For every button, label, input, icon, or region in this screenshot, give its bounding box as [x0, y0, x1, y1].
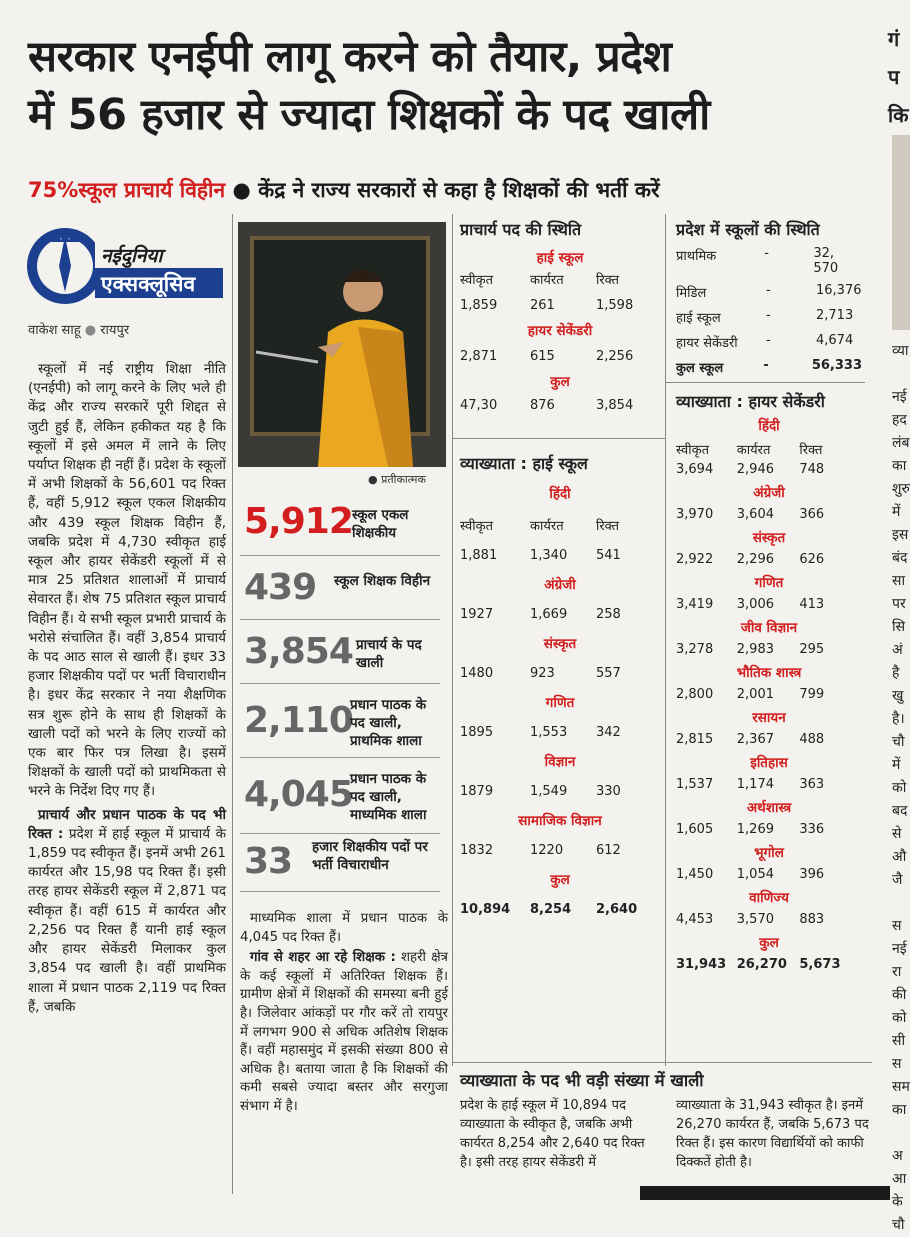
- cell: 876: [530, 398, 555, 413]
- table-row: [460, 349, 660, 364]
- stat-number: 3,854: [244, 631, 353, 672]
- adjacent-fragment: के: [892, 1194, 903, 1210]
- table-row: [676, 358, 862, 376]
- cell: 31,943: [676, 957, 727, 972]
- subject-title: भौतिक शास्त्र: [736, 665, 802, 681]
- stat-label: हजार शिक्षकीय पदों पर भर्ती विचाराधीन: [312, 839, 428, 873]
- adjacent-fragment: की: [892, 987, 907, 1003]
- adjacent-fragment: सा: [892, 573, 906, 589]
- cell: 2,640: [596, 902, 638, 917]
- adjacent-fragment: आ: [892, 1171, 907, 1187]
- lecturer-higher-secondary-table: [676, 390, 862, 972]
- dash: -: [766, 333, 771, 348]
- adjacent-article-headline: [888, 20, 910, 134]
- adjacent-fragment: अं: [892, 642, 903, 658]
- school-type: प्राथमिक: [676, 249, 717, 264]
- subject-title: कुल: [550, 872, 570, 888]
- table-row: [676, 333, 862, 351]
- cell: 2,922: [676, 552, 714, 567]
- stat-number: 33: [244, 841, 293, 882]
- adjacent-fragment: स: [892, 1056, 902, 1072]
- cell: 5,673: [799, 957, 841, 972]
- adjacent-fragment: है: [892, 665, 900, 681]
- adjacent-fragment: में: [892, 504, 901, 520]
- cell: 1220: [530, 843, 564, 858]
- adjacent-fragment: सम: [892, 1079, 910, 1095]
- table-row: [460, 398, 660, 413]
- cell: 557: [596, 666, 621, 681]
- cell: 615: [530, 349, 555, 364]
- bottom-text-right: व्याख्याता के 31,943 स्वीकृत है। इनमें 26,270 कार्यरत हैं, जबकि 5,673 पद रिक्त हैं। इस कारण विद्यार्थियों को काफी दिक्कतें होती है।: [676, 1098, 869, 1170]
- section-divider: [452, 1062, 872, 1063]
- article-paragraph: [240, 949, 448, 1116]
- cell: 3,970: [676, 507, 714, 522]
- adjacent-fragment: बंद: [892, 550, 908, 566]
- cell: 1,881: [460, 548, 498, 563]
- article-paragraph: स्कूलों में नई राष्ट्रीय शिक्षा नीति (एनईपी) को लागू करने के लिए भले ही केंद्र और राज्य सरकारें पूरी शिद्दत से जुटी हुई हैं, लेकिन हकीकत यह है कि स्कूलों में इसे अमल में लाने के लिए पर्याप्त शिक्षक ही नहीं हैं। प्रदेश के स्कूलों में अभी शिक्षकों के 56,601 पद रिक्त हैं, वहीं 5,912 स्कूल एकल शिक्षकीय और 439 स्कूल शिक्षक विहीन हैं, जबकि प्रदेश में 4,730 स्वीकृत हाई स्कूल और हायर सेकेंडरी स्कूलों में से मात्र 25 प्रतिशत शालाओं में प्राचार्य सेवारत हैं। शेष 75 प्रतिशत स्कूल प्राचार्य विहीन हैं। ये सभी स्कूल प्रभारी प्राचार्य के भरोसे संचालित हैं। वहीं 3,854 प्राचार्य के पद आठ साल से खाली हैं। इधर 33 हजार शिक्षकीय पदों पर भर्ती विचाराधीन है। इधर केंद्र सरकार ने नया शैक्षणिक सत्र शुरू होने के साथ ही शिक्षकों के खाली पदों को भरने के लिए राज्यों को एक बार फिर पत्र लिखा है। इसमें शिक्षकों के खाली पदों को प्राथमिकता से भरने के निर्देश दिए गए हैं।: [28, 361, 226, 800]
- cell: 1,340: [530, 548, 568, 563]
- col-header: कार्यरत: [736, 443, 771, 458]
- cell: 4,453: [676, 912, 714, 927]
- adjacent-fragment: खु: [892, 688, 904, 704]
- section-divider: [452, 438, 665, 439]
- cell: 295: [799, 642, 825, 657]
- adjacent-fragment: गं: [888, 27, 900, 51]
- schools-table-title: प्रदेश में स्कूलों की स्थिति: [676, 220, 820, 239]
- bottom-text-left: प्रदेश के हाई स्कूल में 10,894 पद व्याख्याता के स्वीकृत है, जबकि अभी कार्यरत 8,254 और 2,640 पद रिक्त है। इसी तरह हायर सेकेंडरी में: [460, 1098, 645, 1170]
- stat-number: 4,045: [244, 774, 353, 815]
- adjacent-fragment: स: [892, 918, 902, 934]
- subject-title: इतिहास: [750, 755, 788, 771]
- cell: 3,278: [676, 642, 714, 657]
- stat-box: [240, 760, 440, 834]
- cell: 1927: [460, 607, 494, 622]
- adjacent-fragment: नई: [892, 941, 907, 957]
- table-row: [460, 725, 660, 740]
- col-sanctioned: स्वीकृत: [460, 273, 494, 288]
- cell: 8,254: [530, 902, 572, 917]
- cell: 1,450: [676, 867, 714, 882]
- subject-title: कुल: [759, 935, 779, 951]
- table-header-row: [460, 516, 660, 534]
- dash: -: [766, 283, 771, 298]
- cell: 1,598: [596, 298, 634, 313]
- stat-label: स्कूल एकल शिक्षकीय: [352, 507, 409, 541]
- cell: 1,553: [530, 725, 568, 740]
- subject-title: वाणिज्य: [749, 890, 789, 906]
- adjacent-fragment: नई: [892, 389, 907, 405]
- cell: 2,800: [676, 687, 714, 702]
- cell: 396: [799, 867, 825, 882]
- cell: 3,570: [736, 912, 774, 927]
- adjacent-fragment: सि: [892, 619, 906, 635]
- principal-table: [460, 218, 660, 413]
- cell: 1480: [460, 666, 494, 681]
- table-row: [460, 666, 660, 681]
- adjacent-fragment: [892, 892, 910, 915]
- adjacent-fragment: का: [892, 458, 907, 474]
- group-title: हाई स्कूल: [536, 250, 584, 266]
- table-row: [460, 298, 660, 313]
- headline-line-1: सरकार एनईपी लागू करने को तैयार, प्रदेश: [28, 32, 672, 82]
- byline-bullet: ●: [84, 323, 97, 338]
- stat-box: [240, 624, 440, 684]
- cell: 413: [799, 597, 825, 612]
- cell: 2,001: [736, 687, 774, 702]
- table-row: [460, 784, 660, 799]
- subject-title: विज्ञान: [544, 754, 576, 770]
- lecturer-high-school-table: [460, 452, 660, 917]
- subhead-rest: केंद्र ने राज्य सरकारों से कहा है शिक्षकों की भर्ती करें: [250, 178, 660, 202]
- column-divider: [232, 214, 233, 1194]
- adjacent-fragment: [892, 363, 910, 386]
- cell: 258: [596, 607, 621, 622]
- table-row: [676, 822, 862, 837]
- byline: [28, 320, 129, 338]
- adjacent-fragment: पर: [892, 596, 906, 612]
- subject-title: अंग्रेजी: [753, 485, 785, 501]
- cell: 47,30: [460, 398, 498, 413]
- adjacent-fragment: प: [888, 65, 900, 89]
- table-row: [676, 732, 862, 747]
- subject-title: हिंदी: [549, 486, 571, 502]
- table-row: [676, 462, 862, 477]
- adjacent-article-text: [892, 340, 910, 1237]
- adjacent-fragment: रा: [892, 964, 902, 980]
- cell: 1832: [460, 843, 494, 858]
- byline-place: रायपुर: [100, 323, 130, 338]
- adjacent-fragment: हद: [892, 412, 907, 428]
- table-header-row: [676, 440, 862, 458]
- school-type: हाई स्कूल: [676, 311, 721, 326]
- exclusive-logo: [25, 222, 225, 310]
- lecturer-higher-title: व्याख्याता : हायर सेकेंडरी: [676, 392, 825, 411]
- headline: [28, 28, 888, 144]
- cell: 2,815: [676, 732, 714, 747]
- dash: -: [763, 358, 769, 373]
- cell: 10,894: [460, 902, 511, 917]
- subject-title: अर्थशास्त्र: [746, 800, 792, 816]
- cell: 2,871: [460, 349, 498, 364]
- col-header: स्वीकृत: [676, 443, 710, 458]
- cell: 330: [596, 784, 621, 799]
- cell: 336: [799, 822, 825, 837]
- column-divider: [452, 214, 453, 1066]
- adjacent-fragment: चौ: [892, 1217, 905, 1233]
- paragraph-lead: गांव से शहर आ रहे शिक्षक :: [250, 950, 396, 966]
- adjacent-photo: [892, 135, 910, 330]
- subject-title: भूगोल: [754, 845, 784, 861]
- school-type: हायर सेकेंडरी: [676, 336, 738, 351]
- cell: 1,549: [530, 784, 568, 799]
- adjacent-fragment: को: [892, 780, 907, 796]
- subhead: [28, 176, 888, 204]
- subject-title: गणित: [754, 575, 784, 591]
- adjacent-fragment: लंब: [892, 435, 910, 451]
- table-row: [676, 597, 862, 612]
- cell: 883: [799, 912, 825, 927]
- cell: 363: [799, 777, 825, 792]
- table-row: [460, 607, 660, 622]
- adjacent-fragment: से: [892, 826, 902, 842]
- adjacent-fragment: का: [892, 1102, 907, 1118]
- stat-box: [240, 492, 440, 556]
- subject-title: जीव विज्ञान: [740, 620, 798, 636]
- col-header: कार्यरत: [530, 519, 564, 534]
- table-row: [460, 843, 660, 858]
- subject-title: रसायन: [752, 710, 786, 726]
- subject-title: सामाजिक विज्ञान: [518, 813, 602, 829]
- cell: 748: [799, 462, 825, 477]
- table-row: [676, 308, 862, 326]
- schools-table: [676, 218, 862, 376]
- cell: 626: [799, 552, 825, 567]
- adjacent-fragment: को: [892, 1010, 907, 1026]
- table-row: [676, 687, 862, 702]
- cell: 2,367: [736, 732, 774, 747]
- stat-label: प्रधान पाठक के पद खाली, प्राथमिक शाला: [350, 697, 427, 749]
- cell: 366: [799, 507, 825, 522]
- subject-title: हिंदी: [758, 418, 780, 434]
- subject-title: अंग्रेजी: [544, 577, 576, 593]
- logo-brand: नईदुनिया: [101, 245, 163, 267]
- col-working: कार्यरत: [530, 273, 564, 288]
- cell: 612: [596, 843, 621, 858]
- cell: 3,604: [736, 507, 774, 522]
- school-count: 4,674: [816, 333, 854, 348]
- byline-author: वाकेश साहू: [28, 323, 81, 338]
- cell: 1,537: [676, 777, 714, 792]
- next-article-bar: [640, 1186, 890, 1200]
- school-count: 2,713: [816, 308, 854, 323]
- table-row: [676, 912, 862, 927]
- adjacent-fragment: इस: [892, 527, 909, 543]
- cell: 3,006: [736, 597, 774, 612]
- lecturer-high-title: व्याख्याता : हाई स्कूल: [460, 454, 588, 473]
- teacher-illustration: [238, 222, 446, 467]
- subject-title: संस्कृत: [543, 636, 577, 652]
- cell: 1,859: [460, 298, 498, 313]
- dash: -: [764, 246, 769, 261]
- adjacent-fragment: बद: [892, 803, 908, 819]
- col-vacant: रिक्त: [596, 273, 620, 288]
- table-row: [676, 552, 862, 567]
- table-row: [676, 867, 862, 882]
- adjacent-fragment: है।: [892, 711, 905, 727]
- subject-title: गणित: [545, 695, 575, 711]
- stat-number: 439: [244, 567, 317, 608]
- cell: 1895: [460, 725, 494, 740]
- cell: 261: [530, 298, 555, 313]
- table-row: [460, 902, 660, 917]
- cell: 541: [596, 548, 621, 563]
- subhead-highlight: 75%स्कूल प्राचार्य विहीन: [28, 178, 226, 202]
- headline-line-2: में 56 हजार से ज्यादा शिक्षकों के पद खाली: [28, 90, 710, 140]
- table-header-row: [460, 270, 660, 288]
- paragraph-text: शहरी क्षेत्र के कई स्कूलों में अतिरिक्त शिक्षक हैं। ग्रामीण क्षेत्रों में शिक्षकों की समस्या बनी हुई है। जिलेवार आंकड़ों पर गौर करें तो रायपुर में लगभग 900 से अधिक अतिशेष शिक्षक हैं। वहीं महासमुंद में इसकी संख्या 800 से अधिक है। बताया जाता है कि शिक्षकों की कमी सबसे ज्यादा बस्तर और सरगुजा संभाग में है।: [240, 950, 449, 1114]
- cell: 2,296: [736, 552, 774, 567]
- cell: 3,854: [596, 398, 634, 413]
- section-divider: [665, 382, 865, 383]
- adjacent-fragment: जै: [892, 872, 903, 888]
- group-title: कुल: [550, 374, 570, 390]
- stat-label: प्राचार्य के पद खाली: [356, 637, 422, 671]
- adjacent-fragment: शुरु: [892, 481, 910, 497]
- cell: 342: [596, 725, 621, 740]
- school-count: 56,333: [811, 358, 862, 373]
- adjacent-fragment: व्या: [892, 343, 909, 359]
- principal-table-title: प्राचार्य पद की स्थिति: [460, 220, 582, 239]
- bottom-section-title: व्याख्याता के पद भी वड़ी संख्या में खाली: [460, 1071, 704, 1090]
- subject-title: संस्कृत: [752, 530, 786, 546]
- adjacent-fragment: में: [892, 757, 901, 773]
- table-row: [676, 246, 862, 276]
- cell: 1,669: [530, 607, 568, 622]
- adjacent-fragment: कि: [888, 103, 909, 127]
- subhead-bullet: ●: [232, 178, 251, 202]
- table-row: [676, 283, 862, 301]
- cell: 923: [530, 666, 555, 681]
- cell: 2,983: [736, 642, 774, 657]
- column-divider: [665, 214, 666, 1066]
- paragraph-lead: प्राचार्य और प्रधान पाठक के पद भी रिक्त :: [28, 806, 226, 842]
- article-paragraph: [28, 806, 226, 1017]
- cell: 26,270: [736, 957, 787, 972]
- stat-label: प्रधान पाठक के पद खाली, माध्यमिक शाला: [350, 771, 427, 823]
- cell: 2,946: [736, 462, 774, 477]
- adjacent-fragment: अ: [892, 1148, 903, 1164]
- school-count: 16,376: [816, 283, 862, 298]
- col-header: रिक्त: [596, 519, 620, 534]
- table-row: [676, 507, 862, 522]
- article-body-middle: [240, 910, 448, 1119]
- photo-caption: ● प्रतीकात्मक: [368, 473, 426, 486]
- school-count: 32, 570: [813, 246, 839, 276]
- article-paragraph: माध्यमिक शाला में प्रधान पाठक के 4,045 पद रिक्त हैं।: [240, 911, 448, 945]
- stat-box: [240, 836, 440, 892]
- dash: -: [766, 308, 771, 323]
- table-row: [676, 777, 862, 792]
- article-body-left: [28, 360, 226, 1021]
- col-header: रिक्त: [799, 443, 823, 458]
- cell: 3,694: [676, 462, 714, 477]
- stat-label: स्कूल शिक्षक विहीन: [334, 573, 431, 589]
- table-row: [460, 548, 660, 563]
- table-row: [676, 642, 862, 657]
- cell: 2,256: [596, 349, 634, 364]
- col-header: स्वीकृत: [460, 519, 494, 534]
- cell: 1,054: [736, 867, 774, 882]
- school-type: कुल स्कूल: [676, 361, 724, 376]
- cell: 488: [799, 732, 825, 747]
- cell: 1879: [460, 784, 494, 799]
- adjacent-fragment: [892, 1122, 910, 1145]
- teacher-figure-icon: [238, 222, 446, 467]
- stat-number: 2,110: [244, 700, 353, 741]
- logo-tag: एक्सक्लूसिव: [101, 272, 196, 296]
- cell: 799: [799, 687, 825, 702]
- adjacent-fragment: औ: [892, 849, 907, 865]
- cell: 1,605: [676, 822, 714, 837]
- group-title: हायर सेकेंडरी: [527, 323, 593, 339]
- stat-box: [240, 688, 440, 758]
- adjacent-fragment: चौ: [892, 734, 905, 750]
- stat-number: 5,912: [244, 501, 353, 542]
- stat-box: [240, 560, 440, 620]
- cell: 3,419: [676, 597, 714, 612]
- paragraph-text: प्रदेश में हाई स्कूल में प्राचार्य के 1,859 पद स्वीकृत हैं। इनमें अभी 261 कार्यरत और 15,98 पद रिक्त हैं। इसी तरह हायर सेकेंडरी स्कूल में 2,871 पद स्वीकृत हैं। वहीं 615 में कार्यरत और 2,256 पद रिक्त हैं यानी हाई स्कूल और हायर सेकेंडरी मिलाकर कुल 3,854 पद खाली है। वहीं प्राथमिक शाला में प्रधान पाठक 2,119 पद रिक्त हैं, जबकि: [28, 825, 226, 1015]
- cell: 1,269: [736, 822, 774, 837]
- cell: 1,174: [736, 777, 774, 792]
- school-type: मिडिल: [676, 286, 707, 301]
- adjacent-fragment: सी: [892, 1033, 906, 1049]
- table-row: [676, 957, 862, 972]
